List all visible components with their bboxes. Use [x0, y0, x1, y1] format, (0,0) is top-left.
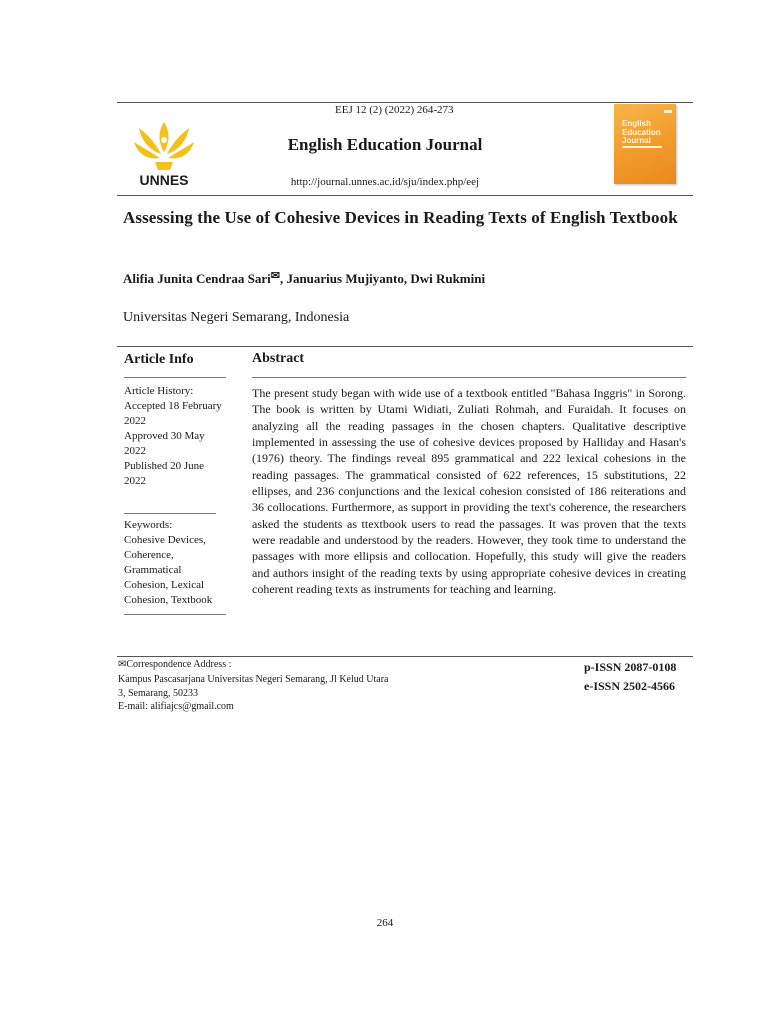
unnes-logo-text: UNNES	[139, 172, 189, 188]
history-line: Approved 30 May	[124, 430, 205, 442]
cover-corner-mark	[664, 110, 672, 113]
article-history	[124, 399, 242, 489]
history-line: 2022	[124, 415, 146, 427]
keyword-line: Coherence,	[124, 549, 174, 561]
affiliation: Universitas Negeri Semarang, Indonesia	[123, 310, 350, 325]
abstract-text: The present study began with wide use of a textbook entitled "Bahasa Inggris" in Sorong. The book is written by Utami Widiati, Zuliati Rohmah, and Furaidah. It focuses on analyzing all the reading passages in the chosen chapters. Qualitative descriptive implemented in assessing the use of cohesive devices proposed by Halliday and Hasan's (1976) theory. The findings reveal 895 grammatical and 222 lexical cohesions in the reading passages. The grammatical consisted of 622 references, 15 substitutions, 22 ellipses, and 236 conjunctions and the lexical cohesion consisted of 186 reiterations and 36 collocations. Furthermore, as support in providing the text's coherence, the researchers asked the students as ttextbook users to read the passages. It was proven that the texts were readable and understood by the readers. However, they took time to understand the passages with more ellipsis and collocation. Hopefully, this study will give the readers and authors insight of the reading texts by using appropriate cohesive devices in creating coherent reading texts as instruments for teaching and learning.	[252, 386, 686, 597]
correspondence-address	[118, 673, 428, 700]
cover-title-line: English	[622, 119, 651, 128]
header-top-rule	[117, 102, 693, 103]
authors	[123, 271, 485, 287]
abstract-heading: Abstract	[252, 351, 305, 366]
history-line: 2022	[124, 445, 146, 457]
correspondence-email: E-mail: alifiajcs@gmail.com	[118, 701, 234, 712]
envelope-icon: ✉	[270, 270, 280, 282]
section-rule	[117, 346, 693, 347]
keywords-list	[124, 533, 234, 608]
envelope-icon: ✉	[118, 659, 127, 670]
journal-title: English Education Journal	[287, 135, 483, 154]
keywords-label: Keywords:	[124, 519, 173, 531]
cover-title-line: Journal	[622, 136, 651, 145]
keywords-rule-bottom	[124, 614, 226, 615]
address-line: Kampus Pascasarjana Universitas Negeri Semarang, Jl Kelud Utara	[118, 674, 389, 685]
p-issn: p-ISSN 2087-0108	[584, 660, 677, 674]
e-issn: e-ISSN 2502-4566	[584, 679, 676, 693]
journal-url[interactable]: http://journal.unnes.ac.id/sju/index.php/eej	[290, 176, 480, 188]
article-title: Assessing the Use of Cohesive Devices in Reading Texts of English Textbook	[123, 208, 678, 227]
header-bottom-rule	[117, 195, 693, 196]
keyword-line: Cohesion, Textbook	[124, 594, 213, 606]
history-line: Published 20 June	[124, 460, 205, 472]
cover-bar	[622, 146, 662, 148]
address-line: 3, Semarang, 50233	[118, 687, 198, 699]
article-info-rule	[124, 377, 226, 378]
keyword-line: Grammatical	[124, 564, 182, 576]
page-number: 264	[376, 917, 394, 929]
author-primary: Alifia Junita Cendraa Sari	[123, 271, 271, 286]
keyword-line: Cohesive Devices,	[124, 534, 206, 546]
cover-title-line: Education	[622, 127, 661, 137]
keywords-rule-top	[124, 513, 216, 514]
author-coauthors: , Januarius Mujiyanto, Dwi Rukmini	[279, 271, 486, 286]
journal-reference: EEJ 12 (2) (2022) 264-273	[335, 104, 454, 116]
history-line: Accepted 18 February	[124, 400, 222, 412]
article-history-label: Article History:	[124, 385, 194, 397]
abstract-rule	[252, 377, 686, 378]
history-line: 2022	[124, 475, 146, 487]
keyword-line: Cohesion, Lexical	[124, 579, 205, 591]
cover-title	[622, 120, 661, 146]
footer-rule	[117, 656, 693, 657]
journal-cover-image	[614, 104, 676, 184]
correspondence-label: ✉Correspondence Address :	[118, 659, 232, 670]
article-info-heading: Article Info	[124, 352, 194, 367]
